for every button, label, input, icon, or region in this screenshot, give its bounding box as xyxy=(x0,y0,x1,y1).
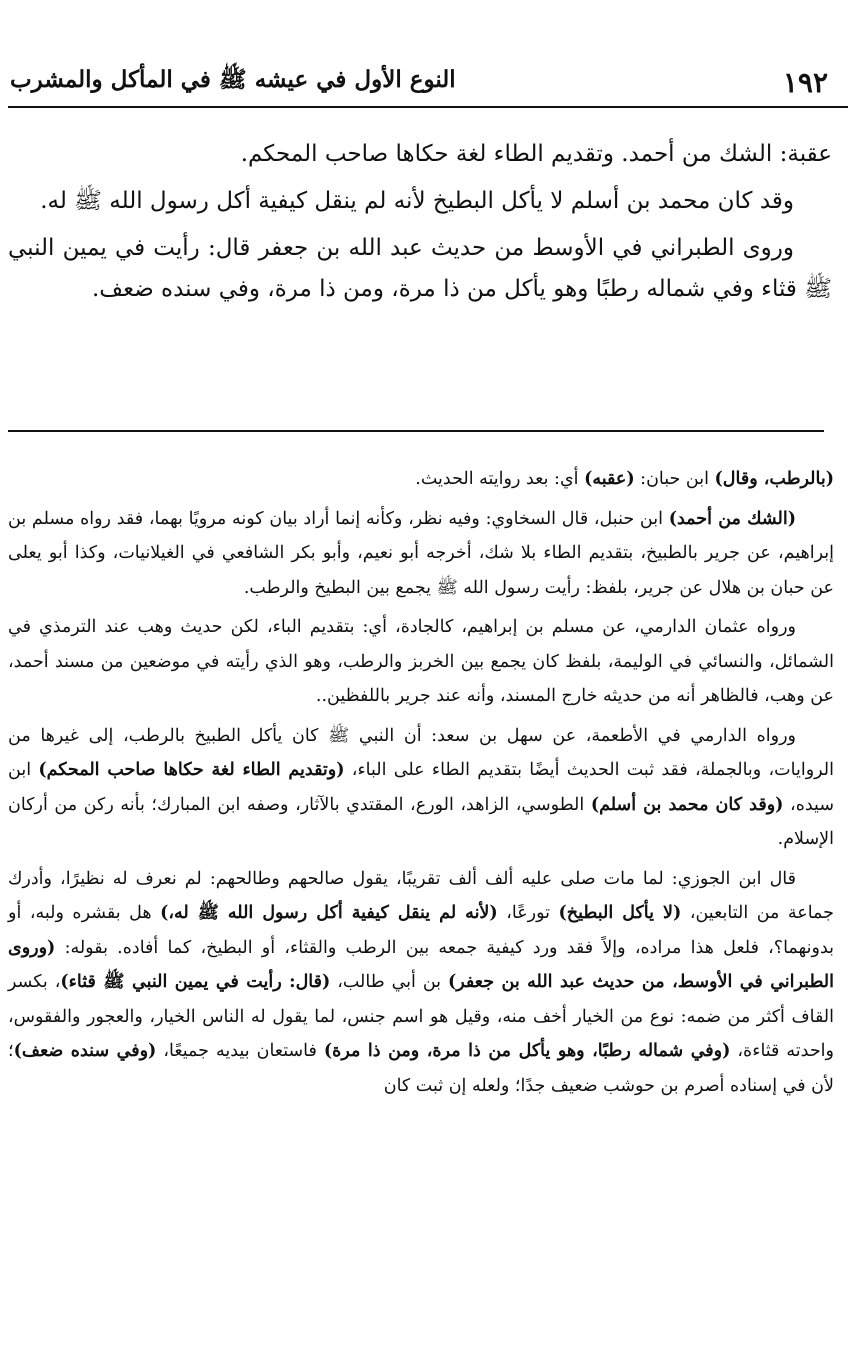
quoted-text: (الشك من أحمد) xyxy=(668,508,797,529)
quoted-text: (عقبه) xyxy=(584,469,635,489)
quoted-text: (لا يأكل البطيخ) xyxy=(558,903,682,923)
commentary-text: ابن حبان: xyxy=(634,469,715,489)
commentary-paragraph xyxy=(8,862,834,1104)
footnote-separator xyxy=(8,430,824,432)
quoted-text: (وفي شماله رطبًا، وهو يأكل من ذا مرة، ومن ذا مرة) xyxy=(323,1041,731,1061)
commentary-text: ، بكسر القاف أكثر من ضمه: نوع من الخيار أخف منه، وقيل هو اسم جنس، لما يقول له الناس الخيار، والعجور والفقوس، واحدته قثاءة، xyxy=(8,972,834,1061)
matn-paragraph: وقد كان محمد بن أسلم لا يأكل البطيخ لأنه لم ينقل كيفية أكل رسول الله ﷺ له. xyxy=(40,188,794,214)
quoted-text: (بالرطب، وقال) xyxy=(714,469,834,489)
quoted-text: (وقد كان محمد بن أسلم) xyxy=(590,794,784,815)
commentary-text: قال ابن الجوزي: لما مات صلى عليه ألف ألف تقريبًا، يقول صالحهم وطالحهم: لم نعرف له نظيرًا، وأدرك جماعة من التابعين، xyxy=(8,868,834,923)
commentary-paragraph xyxy=(8,502,834,606)
page-header xyxy=(10,60,828,104)
quoted-text: (وفي سنده ضعف) xyxy=(13,1041,157,1061)
quoted-text: (وروى الطبراني في الأوسط، من حديث عبد الله بن جعفر) xyxy=(8,937,835,992)
matn-paragraph: وروى الطبراني في الأوسط من حديث عبد الله بن جعفر قال: رأيت في يمين النبي ﷺ قثاء وفي شماله رطبًا وهو يأكل من ذا مرة، ومن ذا مرة، وفي سنده ضعف. xyxy=(8,235,832,302)
main-text xyxy=(8,134,832,316)
running-title: النوع الأول في عيشه ﷺ في المأكل والمشرب xyxy=(10,66,456,93)
commentary-paragraph: ورواه عثمان الدارمي، عن مسلم بن إبراهيم، كالجادة، أي: بتقديم الباء، لكن حديث وهب عند الترمذي في الشمائل، والنسائي في الوليمة، بلفظ كان يجمع بين الخربز والرطب، وهو الذي رأيته في موضعين من مسند أحمد، عن وهب، فالظاهر أنه من حديثه خارج المسند، وأنه عند جرير باللفظين.. xyxy=(8,617,834,706)
commentary xyxy=(8,462,834,1108)
commentary-text: فاستعان بيديه جميعًا، xyxy=(156,1041,324,1061)
commentary-text: ابن حنبل، قال السخاوي: وفيه نظر، وكأنه إنما أراد بيان كونه مرويًا بهما، فقد رواه مسلم بن إبراهيم، عن جرير بالطبيخ، بتقديم الطاء بلا شك، أخرجه أبو نعيم، وأبو بكر الشافعي في الغيلانيات، وكذا أبو يعلى عن حبان بن هلال عن جرير، بلفظ: رأيت رسول الله ﷺ يجمع بين البطيخ والرطب. xyxy=(8,508,835,598)
commentary-text: أي: بعد روايته الحديث. xyxy=(415,469,585,489)
header-rule xyxy=(8,106,848,108)
commentary-text: الطوسي، الزاهد، الورع، المقتدي بالآثار، وصفه ابن المبارك؛ بأنه ركن من أركان الإسلام. xyxy=(8,794,834,849)
quoted-text: (لأنه لم ينقل كيفية أكل رسول الله ﷺ له،) xyxy=(160,903,498,923)
quoted-text: (قال: رأيت في يمين النبي ﷺ قثاء) xyxy=(60,972,331,992)
commentary-text: بن أبي طالب، xyxy=(330,972,448,992)
commentary-paragraph xyxy=(8,462,834,497)
commentary-text: تورعًا، xyxy=(497,903,559,923)
commentary-text: ورواه الدارمي في الأطعمة، عن سهل بن سعد: أن النبي ﷺ كان يأكل الطبيخ بالرطب، إلى غيرها من الروايات، وبالجملة، فقد ثبت الحديث أيضًا بتقديم الطاء على الباء، xyxy=(8,725,834,780)
commentary-text: ؛ لأن في إسناده أصرم بن حوشب ضعيف جدًا؛ ولعله إن ثبت كان xyxy=(8,1041,834,1096)
quoted-text: (وتقديم الطاء لغة حكاها صاحب المحكم) xyxy=(38,760,345,780)
commentary-text: هل بقشره ولبه، أو بدونهما؟، فلعل هذا مراده، وإلاً فقد ورد كيفية جمعه بين الرطب والقثاء، أو البطيخ، كما أفاده. بقوله: xyxy=(8,903,834,958)
commentary-text: ابن سيده، xyxy=(8,760,834,815)
page-number: ١٩٢ xyxy=(782,65,828,99)
commentary-paragraph xyxy=(8,719,834,857)
matn-paragraph: عقبة: الشك من أحمد. وتقديم الطاء لغة حكاها صاحب المحكم. xyxy=(240,141,832,167)
